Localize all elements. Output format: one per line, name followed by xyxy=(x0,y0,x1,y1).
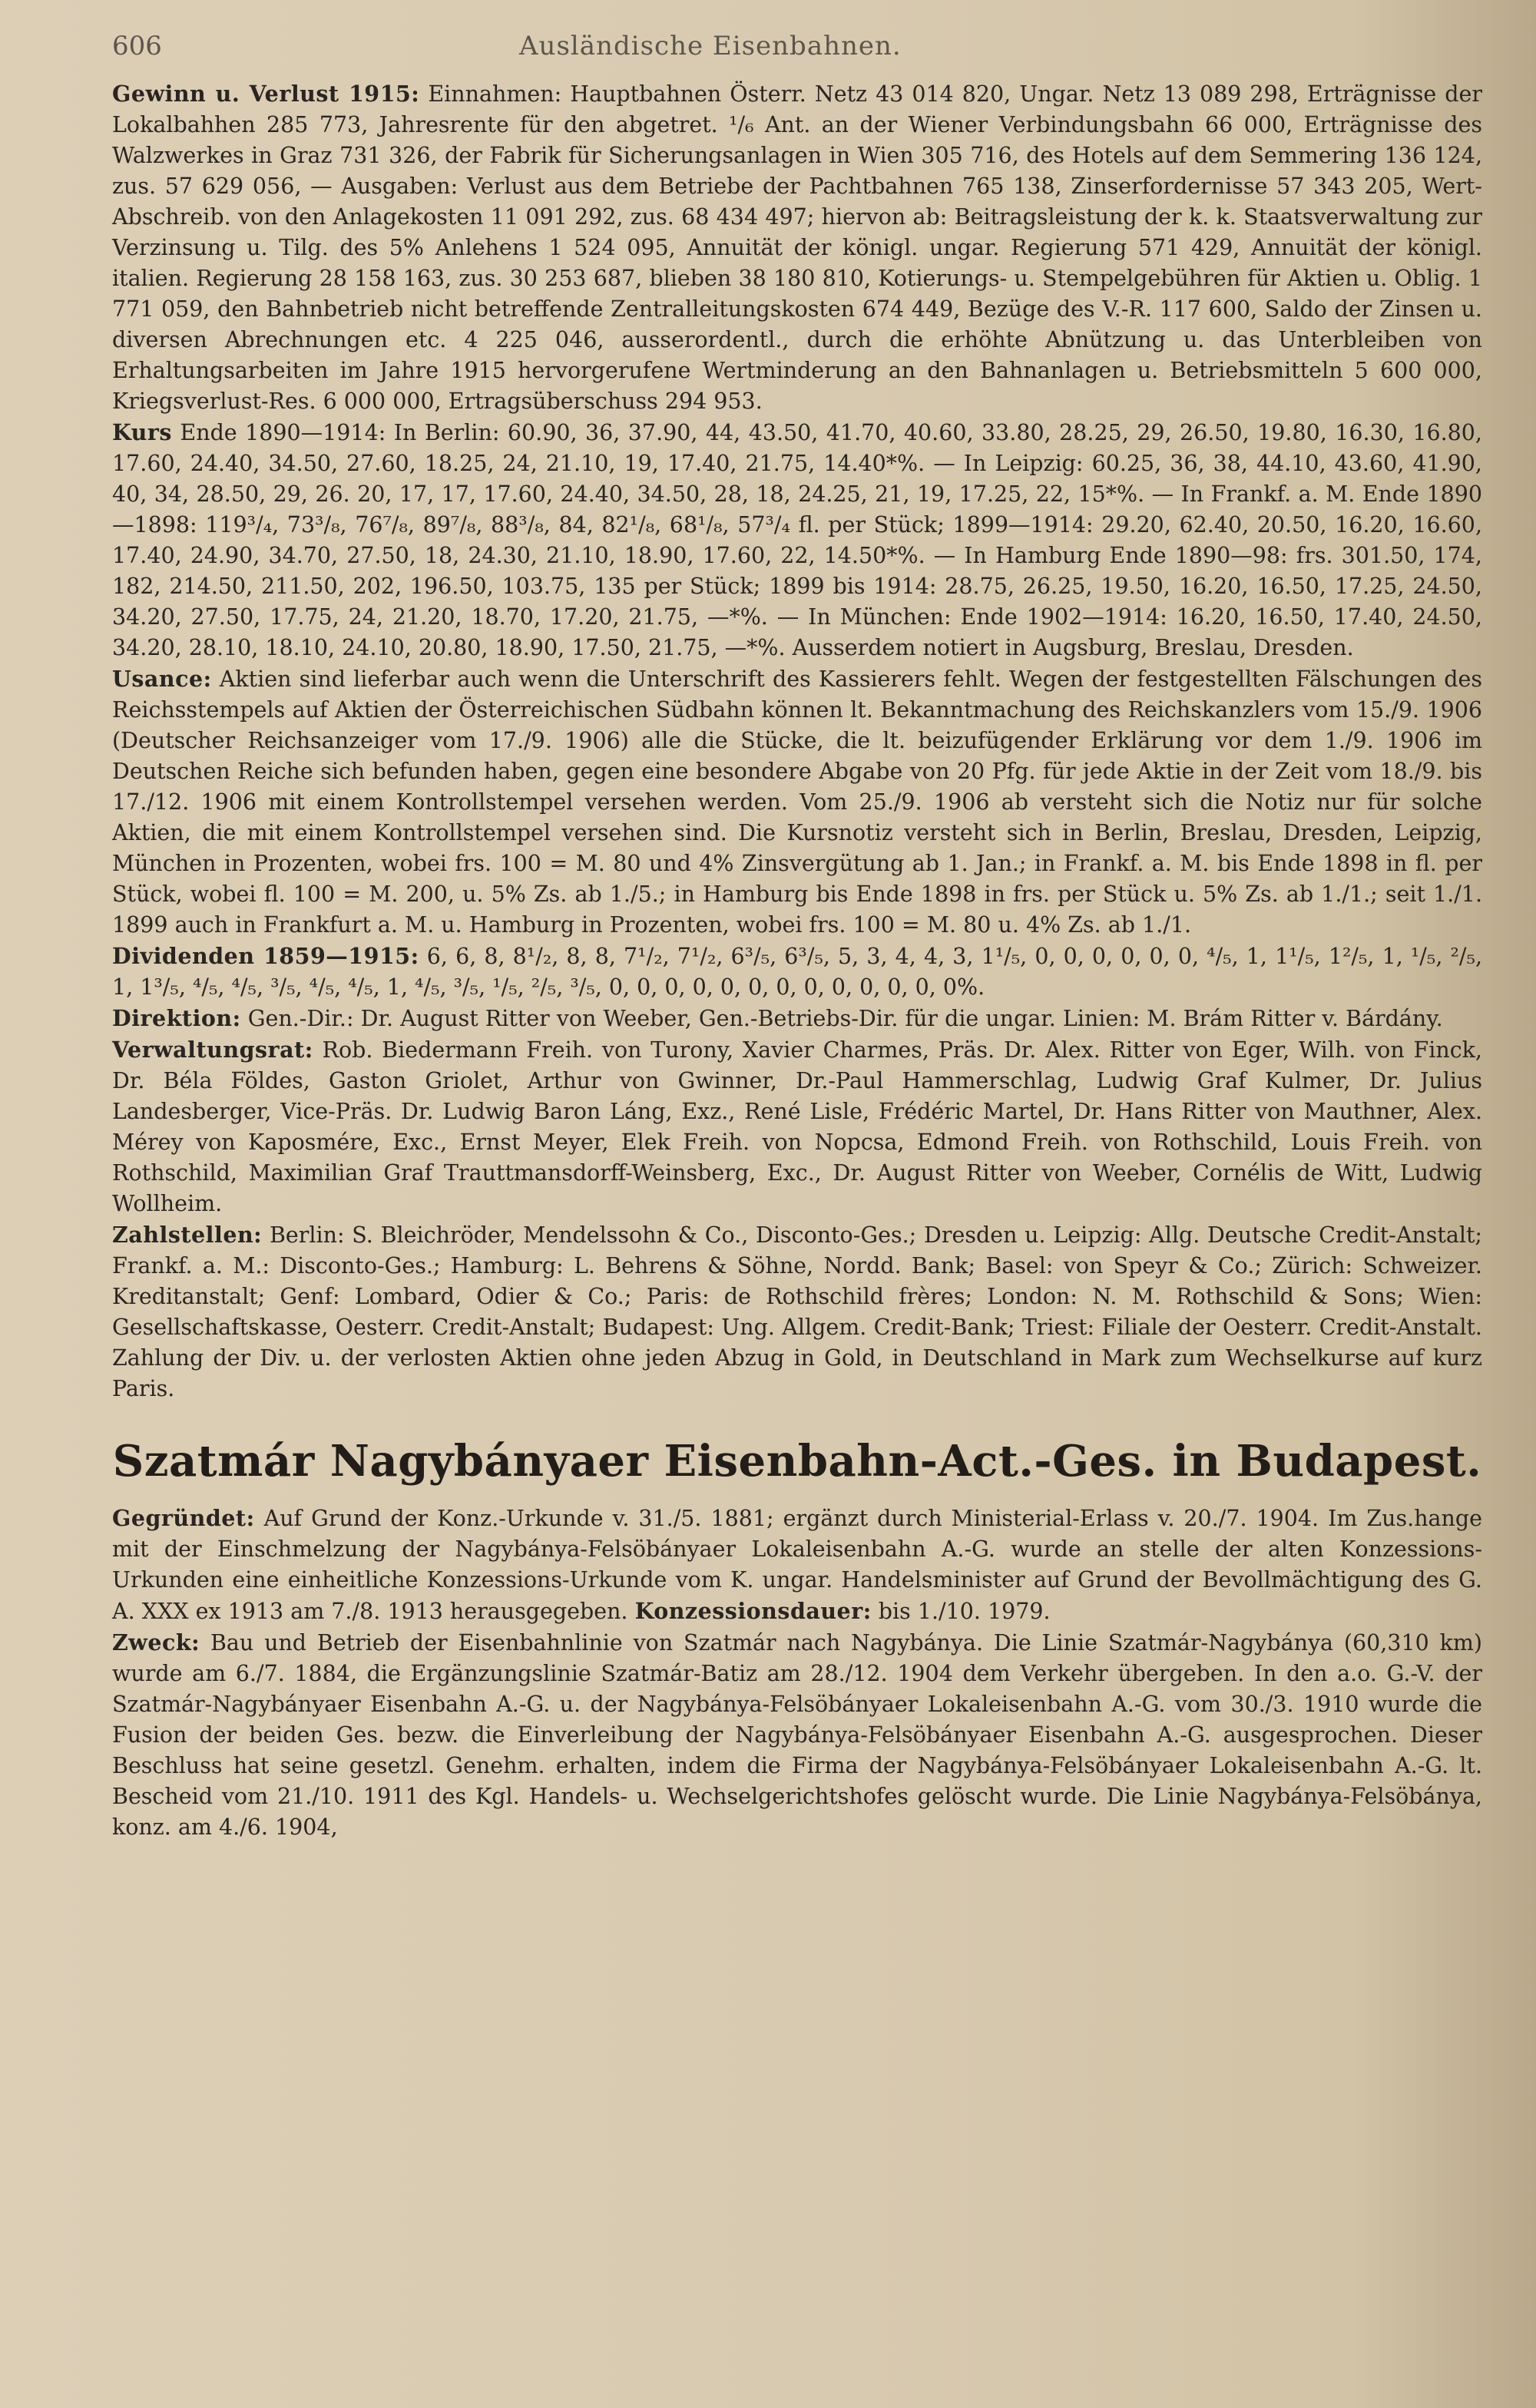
gewinn-verlust-heading: Gewinn u. Verlust 1915: xyxy=(112,81,420,107)
verwaltungsrat-heading: Verwaltungsrat: xyxy=(112,1037,313,1063)
direktion-text: Gen.-Dir.: Dr. August Ritter von Weeber, Gen.-Betriebs-Dir. für die ungar. Linien: M. Brám Ritter v. Bárdány. xyxy=(247,1006,1443,1031)
zahlstellen-heading: Zahlstellen: xyxy=(112,1222,263,1248)
zahlstellen-paragraph xyxy=(112,1219,1482,1404)
direktion-paragraph xyxy=(112,1003,1482,1034)
gegruendet-heading: Gegründet: xyxy=(112,1505,255,1531)
zahlstellen-text: Berlin: S. Bleichröder, Mendelssohn & Co., Disconto-Ges.; Dresden u. Leipzig: Allg. Deutsche Credit-Anstalt; Frankf. a. M.: Disconto-Ges.; Hamburg: L. Behrens & Söhne, Nordd. Bank; Basel: von Speyr & Co.; Zürich: Schweizer. Kreditanstalt; Genf: Lombard, Odier & Co.; Paris: de Rothschild frères; London: N. M. Rothschild & Sons; Wien: Gesellschaftskasse, Oesterr. Credit-Anstalt; Budapest: Ung. Allgem. Credit-Bank; Triest: Filiale der Oesterr. Credit-Anstalt. Zahlung der Div. u. der verlosten Aktien ohne jeden Abzug in Gold, in Deutschland in Mark zum Wechselkurse auf kurz Paris. xyxy=(112,1222,1482,1401)
running-title: Ausländische Eisenbahnen. xyxy=(519,31,902,61)
page-number: 606 xyxy=(112,31,162,61)
kurs-paragraph xyxy=(112,417,1482,663)
gewinn-verlust-text: Einnahmen: Hauptbahnen Österr. Netz 43 014 820, Ungar. Netz 13 089 298, Erträgnisse der Lokalbahhen 285 773, Jahresrente für den abgetret. ¹/₆ Ant. an der Wiener Verbindungsbahn 66 000, Erträgnisse des Walzwerkes in Graz 731 326, der Fabrik für Sicherungsanlagen in Wien 305 716, des Hotels auf dem Semmering 136 124, zus. 57 629 056, — Ausgaben: Verlust aus dem Betriebe der Pachtbahnen 765 138, Zinserfordernisse 57 343 205, Wert-Abschreib. von den Anlagekosten 11 091 292, zus. 68 434 497; hiervon ab: Beitragsleistung der k. k. Staatsverwaltung zur Verzinsung u. Tilg. des 5% Anlehens 1 524 095, Annuität der königl. ungar. Regierung 571 429, Annuität der königl. italien. Regierung 28 158 163, zus. 30 253 687, blieben 38 180 810, Kotierungs- u. Stempelgebühren für Aktien u. Oblig. 1 771 059, den Bahnbetrieb nicht betreffende Zentralleitungskosten 674 449, Bezüge des V.-R. 117 600, Saldo der Zinsen u. diversen Abrechnungen etc. 4 225 046, ausserordentl., durch die erhöhte Abnützung u. das Unterbleiben von Erhaltungsarbeiten im Jahre 1915 hervorgerufene Wertminderung an den Bahnanlagen u. Betriebsmitteln 5 600 000, Kriegsverlust-Res. 6 000 000, Ertragsüberschuss 294 953. xyxy=(112,81,1482,414)
page-header xyxy=(112,31,1482,71)
verwaltungsrat-text: Rob. Biedermann Freih. von Turony, Xavier Charmes, Präs. Dr. Alex. Ritter von Eger, Wilh. von Finck, Dr. Béla Földes, Gaston Griolet, Arthur von Gwinner, Dr.-Paul Hammerschlag, Ludwig Graf Kulmer, Dr. Julius Landesberger, Vice-Präs. Dr. Ludwig Baron Láng, Exz., René Lisle, Frédéric Martel, Dr. Hans Ritter von Mauthner, Alex. Mérey von Kaposmére, Exc., Ernst Meyer, Elek Freih. von Nopcsa, Edmond Freih. von Rothschild, Louis Freih. von Rothschild, Maximilian Graf Trauttmansdorff-Weinsberg, Exc., Dr. August Ritter von Weeber, Cornélis de Witt, Ludwig Wollheim. xyxy=(112,1037,1482,1216)
kurs-text: Ende 1890—1914: In Berlin: 60.90, 36, 37.90, 44, 43.50, 41.70, 40.60, 33.80, 28.25, 29, 26.50, 19.80, 16.30, 16.80, 17.60, 24.40, 34.50, 27.60, 18.25, 24, 21.10, 19, 17.40, 21.75, 14.40*%. — In Leipzig: 60.25, 36, 38, 44.10, 43.60, 41.90, 40, 34, 28.50, 29, 26. 20, 17, 17, 17.60, 24.40, 34.50, 28, 18, 24.25, 21, 19, 17.25, 22, 15*%. — In Frankf. a. M. Ende 1890—1898: 119³/₄, 73³/₈, 76⁷/₈, 89⁷/₈, 88³/₈, 84, 82¹/₈, 68¹/₈, 57³/₄ fl. per Stück; 1899—1914: 29.20, 62.40, 20.50, 16.20, 16.60, 17.40, 24.90, 34.70, 27.50, 18, 24.30, 21.10, 18.90, 17.60, 22, 14.50*%. — In Hamburg Ende 1890—98: frs. 301.50, 174, 182, 214.50, 211.50, 202, 196.50, 103.75, 135 per Stück; 1899 bis 1914: 28.75, 26.25, 19.50, 16.20, 16.50, 17.25, 24.50, 34.20, 27.50, 17.75, 24, 21.20, 18.70, 17.20, 21.75, —*%. — In München: Ende 1902—1914: 16.20, 16.50, 17.40, 24.50, 34.20, 28.10, 18.10, 24.10, 20.80, 18.90, 17.50, 21.75, —*%. Ausserdem notiert in Augsburg, Breslau, Dresden. xyxy=(112,420,1482,660)
usance-heading: Usance: xyxy=(112,666,212,692)
verwaltungsrat-paragraph xyxy=(112,1034,1482,1219)
dividenden-text: 6, 6, 8, 8¹/₂, 8, 8, 7¹/₂, 7¹/₂, 6³/₅, 6³/₅, 5, 3, 4, 4, 3, 1¹/₅, 0, 0, 0, 0, 0, 0, ⁴/₅, 1, 1¹/₅, 1²/₅, 1, ¹/₅, ²/₅, 1, 1³/₅, ⁴/₅, ⁴/₅, ³/₅, ⁴/₅, ⁴/₅, 1, ⁴/₅, ³/₅, ¹/₅, ²/₅, ³/₅, 0, 0, 0, 0, 0, 0, 0, 0, 0, 0, 0, 0, 0%. xyxy=(112,944,1483,1000)
direktion-heading: Direktion: xyxy=(112,1005,241,1031)
company-report-continued xyxy=(112,78,1482,1404)
company-entry xyxy=(112,1503,1482,1843)
company-title: Szatmár Nagybányaer Eisenbahn-Act.-Ges. in Budapest. xyxy=(112,1436,1482,1487)
kurs-heading: Kurs xyxy=(112,419,172,445)
konzessionsdauer-heading: Konzessionsdauer: xyxy=(634,1598,872,1624)
zweck-paragraph xyxy=(112,1627,1482,1843)
gegruendet-text: Auf Grund der Konz.-Urkunde v. 31./5. 1881; ergänzt durch Ministerial-Erlass v. 20./7. 1904. Im Zus.hange mit der Einschmelzung der Nagybánya-Felsöbányaer Lokaleisenbahn A.-G. wurde an stelle der alten Konzessions-Urkunden eine einheitliche Konzessions-Urkunde vom K. ungar. Handelsminister auf Grund der Bevollmächtigung des G. A. XXX ex 1913 am 7./8. 1913 herausgegeben. xyxy=(112,1506,1483,1624)
konzessionsdauer-text: bis 1./10. 1979. xyxy=(878,1599,1051,1624)
gegruendet-paragraph xyxy=(112,1503,1482,1627)
usance-paragraph xyxy=(112,663,1482,941)
zweck-text: Bau und Betrieb der Eisenbahnlinie von Szatmár nach Nagybánya. Die Linie Szatmár-Nagybánya (60,310 km) wurde am 6./7. 1884, die Ergänzungslinie Szatmár-Batiz am 28./12. 1904 dem Verkehr übergeben. In den a.o. G.-V. der Szatmár-Nagybányaer Eisenbahn A.-G. u. der Nagybánya-Felsöbányaer Lokaleisenbahn A.-G. vom 30./3. 1910 wurde die Fusion der beiden Ges. bezw. die Einverleibung der Nagybánya-Felsöbányaer Eisenbahn A.-G. ausgesprochen. Dieser Beschluss hat seine gesetzl. Genehm. erhalten, indem die Firma der Nagybánya-Felsöbányaer Lokaleisenbahn A.-G. lt. Bescheid vom 21./10. 1911 des Kgl. Handels- u. Wechselgerichtshofes gelöscht wurde. Die Linie Nagybánya-Felsöbánya, konz. am 4./6. 1904, xyxy=(112,1630,1483,1840)
dividenden-paragraph xyxy=(112,941,1482,1003)
dividenden-heading: Dividenden 1859—1915: xyxy=(112,943,419,969)
zweck-heading: Zweck: xyxy=(112,1629,200,1656)
usance-text: Aktien sind lieferbar auch wenn die Unterschrift des Kassierers fehlt. Wegen der festgestellten Fälschungen des Reichsstempels auf Aktien der Österreichischen Südbahn können lt. Bekanntmachung des Reichskanzlers vom 15./9. 1906 (Deutscher Reichsanzeiger vom 17./9. 1906) alle die Stücke, die lt. beizufügender Erklärung vor dem 1./9. 1906 im Deutschen Reiche sich befunden haben, gegen eine besondere Abgabe von 20 Pfg. für jede Aktie in der Zeit vom 18./9. bis 17./12. 1906 mit einem Kontrollstempel versehen werden. Vom 25./9. 1906 ab versteht sich die Notiz nur für solche Aktien, die mit einem Kontrollstempel versehen sind. Die Kursnotiz versteht sich in Berlin, Breslau, Dresden, Leipzig, München in Prozenten, wobei frs. 100 = M. 80 und 4% Zinsvergütung ab 1. Jan.; in Frankf. a. M. bis Ende 1898 in fl. per Stück, wobei fl. 100 = M. 200, u. 5% Zs. ab 1./5.; in Hamburg bis Ende 1898 in frs. per Stück u. 5% Zs. ab 1./1.; seit 1./1. 1899 auch in Frankfurt a. M. u. Hamburg in Prozenten, wobei frs. 100 = M. 80 u. 4% Zs. ab 1./1. xyxy=(112,666,1483,938)
gewinn-verlust-paragraph xyxy=(112,78,1482,417)
